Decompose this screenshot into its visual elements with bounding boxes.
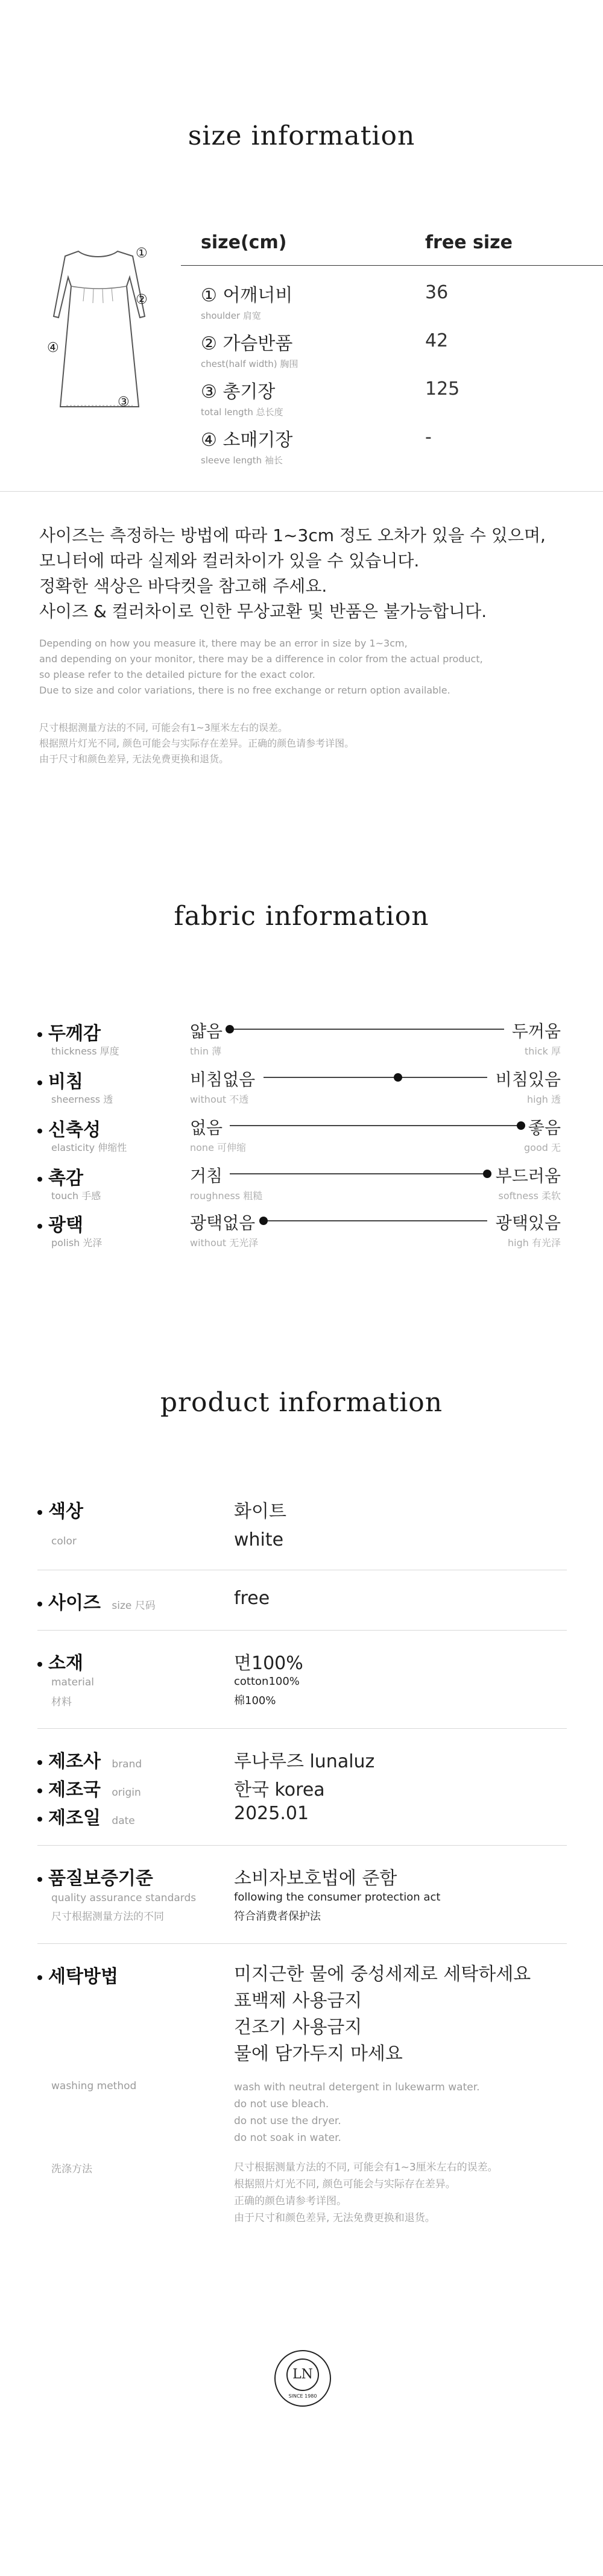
fabric-right-label: 부드러움: [495, 1166, 561, 1186]
fabric-right-sub: good 无: [524, 1142, 561, 1153]
notice-korean: 사이즈는 측정하는 방법에 따라 1~3cm 정도 오차가 있을 수 있으며, 모니터에 따라 실제와 컬러차이가 있을 수 있습니다. 정확한 색상은 바닥컷을 참고해 주세요. 사이즈 & 컬러차이로 인한 무상교환 및 반품은 불가능합니다.: [39, 525, 546, 621]
fabric-level-dot: [259, 1217, 268, 1225]
logo-monogram: LN: [286, 2358, 319, 2391]
material-label: 소재: [37, 1648, 83, 1675]
row-divider: [37, 1845, 567, 1846]
size-row: ③ 총기장 total length 总长度: [201, 381, 283, 418]
fabric-sub: sheerness 透: [51, 1094, 113, 1105]
washing-instructions-zh: 尺寸根据测量方法的不同, 可能会有1~3厘米左右的误差。 根据照片灯光不同, 颜色可能会与实际存在差异。 正确的颜色请参考详图。 由于尺寸和颜色差异, 无法免费更换和退货。: [234, 2161, 498, 2224]
fabric-label: 촉감: [37, 1163, 83, 1189]
origin-value: 한국 korea: [234, 1779, 325, 1800]
color-label: 색상: [37, 1496, 83, 1523]
material-value-zh: 棉100%: [234, 1694, 276, 1707]
fabric-left-label: 없음: [190, 1118, 223, 1138]
color-value-en: white: [234, 1529, 284, 1550]
diagram-label-3: ③: [118, 395, 130, 410]
fabric-sub: touch 手感: [51, 1190, 101, 1202]
fabric-level-dot: [394, 1073, 402, 1082]
fabric-left-sub: roughness 粗糙: [190, 1190, 263, 1202]
fabric-label: 두께감: [37, 1018, 101, 1045]
diagram-label-1: ①: [136, 246, 148, 261]
fabric-right-sub: high 透: [527, 1094, 561, 1105]
fabric-scale-line: [230, 1125, 521, 1126]
fabric-right-label: 두꺼움: [511, 1021, 561, 1041]
fabric-scale-line: [264, 1220, 487, 1221]
material-sub-en: material: [51, 1676, 94, 1688]
fabric-left-label: 거침: [190, 1166, 223, 1186]
size-value: 36: [425, 282, 449, 303]
fabric-right-label: 광택있음: [495, 1213, 561, 1233]
fabric-section-title: fabric information: [174, 901, 429, 932]
notice-english: Depending on how you measure it, there may be an error in size by 1~3cm, and depending on your monitor, there may be a difference in color from the actual product, so please refer to the detailed picture for the exact color. Due to size and color variations, there is no free exchange or return option available.: [39, 638, 483, 696]
fabric-left-sub: thin 薄: [190, 1045, 222, 1057]
washing-instructions-ko: 미지근한 물에 중성세제로 세탁하세요 표백제 사용금지 건조기 사용금지 물에 담가두지 마세요: [234, 1964, 531, 2064]
product-section-title: product information: [160, 1387, 443, 1418]
washing-label: 세탁방법: [37, 1961, 118, 1988]
material-value: 면100%: [234, 1653, 303, 1674]
size-value: free: [234, 1588, 270, 1609]
washing-sub-en: washing method: [51, 2080, 137, 2092]
size-row: ② 가슴반품 chest(half width) 胸围: [201, 333, 298, 369]
fabric-left-sub: without 无光泽: [190, 1237, 259, 1249]
fabric-scale-line: [264, 1077, 487, 1078]
diagram-label-2: ②: [136, 292, 148, 307]
size-section-title: size information: [188, 121, 415, 151]
row-divider: [37, 1728, 567, 1729]
quality-value: 소비자보호법에 준함: [234, 1868, 397, 1889]
logo-since: SINCE 1980: [288, 2393, 317, 2399]
notice-chinese: 尺寸根据测量方法的不同, 可能会有1~3厘米左右的误差。 根据照片灯光不同, 颜色可能会与实际存在差异。正确的颜色请参考详图。 由于尺寸和颜色差异, 无法免费更换和退货。: [39, 722, 355, 765]
size-table-header-line: [181, 265, 603, 266]
size-row: ④ 소매기장 sleeve length 袖长: [201, 430, 293, 466]
fabric-left-sub: none 可伸缩: [190, 1142, 247, 1153]
date-label: 제조일 date: [37, 1803, 135, 1829]
fabric-right-label: 비침있음: [495, 1070, 561, 1089]
fabric-scale-line: [230, 1029, 504, 1030]
size-value: -: [425, 427, 432, 448]
color-sub: color: [51, 1535, 77, 1547]
size-col-header: size(cm): [201, 232, 287, 253]
color-value-ko: 화이트: [234, 1501, 286, 1522]
row-divider: [37, 1630, 567, 1631]
section-divider: [0, 491, 603, 492]
brand-label: 제조사 brand: [37, 1746, 142, 1773]
quality-value-zh: 符合消费者保护法: [234, 1910, 321, 1923]
fabric-right-sub: softness 柔软: [498, 1190, 561, 1202]
fabric-left-sub: without 不透: [190, 1094, 249, 1105]
fabric-label: 비침: [37, 1067, 83, 1093]
quality-sub-en: quality assurance standards: [51, 1892, 197, 1904]
fabric-right-sub: thick 厚: [524, 1045, 561, 1057]
size-row: ① 어깨너비 shoulder 肩宽: [201, 285, 293, 321]
size-value: 125: [425, 378, 460, 400]
fabric-sub: elasticity 伸缩性: [51, 1142, 127, 1153]
row-divider: [37, 1943, 567, 1944]
quality-sub-zh: 尺寸根据测量方法的不同: [51, 1911, 164, 1923]
fabric-scale-line: [230, 1173, 487, 1174]
date-value: 2025.01: [234, 1803, 309, 1824]
brand-logo: [274, 2350, 331, 2407]
fabric-right-sub: high 有光泽: [508, 1237, 561, 1249]
washing-instructions-en: wash with neutral detergent in lukewarm water. do not use bleach. do not use the dryer. do not soak in water.: [234, 2081, 480, 2144]
fabric-level-dot: [483, 1170, 491, 1178]
freesize-col-header: free size: [425, 232, 513, 253]
dress-diagram: [42, 244, 163, 419]
fabric-left-label: 광택없음: [190, 1213, 256, 1233]
origin-label: 제조국 origin: [37, 1775, 141, 1801]
fabric-sub: polish 光泽: [51, 1237, 103, 1249]
material-sub-zh: 材料: [51, 1696, 72, 1708]
size-value: 42: [425, 330, 449, 351]
quality-label: 품질보증기준: [37, 1863, 153, 1890]
fabric-level-dot: [517, 1121, 525, 1130]
fabric-label: 신축성: [37, 1115, 101, 1141]
fabric-left-label: 비침없음: [190, 1070, 256, 1089]
washing-sub-zh: 洗涤方法: [51, 2163, 92, 2175]
fabric-right-label: 좋음: [528, 1118, 561, 1138]
fabric-label: 광택: [37, 1210, 83, 1236]
material-value-en: cotton100%: [234, 1675, 300, 1688]
quality-value-en: following the consumer protection act: [234, 1891, 441, 1904]
fabric-left-label: 얇음: [190, 1021, 223, 1041]
brand-value: 루나루즈 lunaluz: [234, 1751, 375, 1772]
fabric-level-dot: [226, 1025, 234, 1033]
size-label: 사이즈 size 尺码: [37, 1588, 156, 1614]
fabric-sub: thickness 厚度: [51, 1045, 119, 1057]
diagram-label-4: ④: [47, 340, 59, 356]
